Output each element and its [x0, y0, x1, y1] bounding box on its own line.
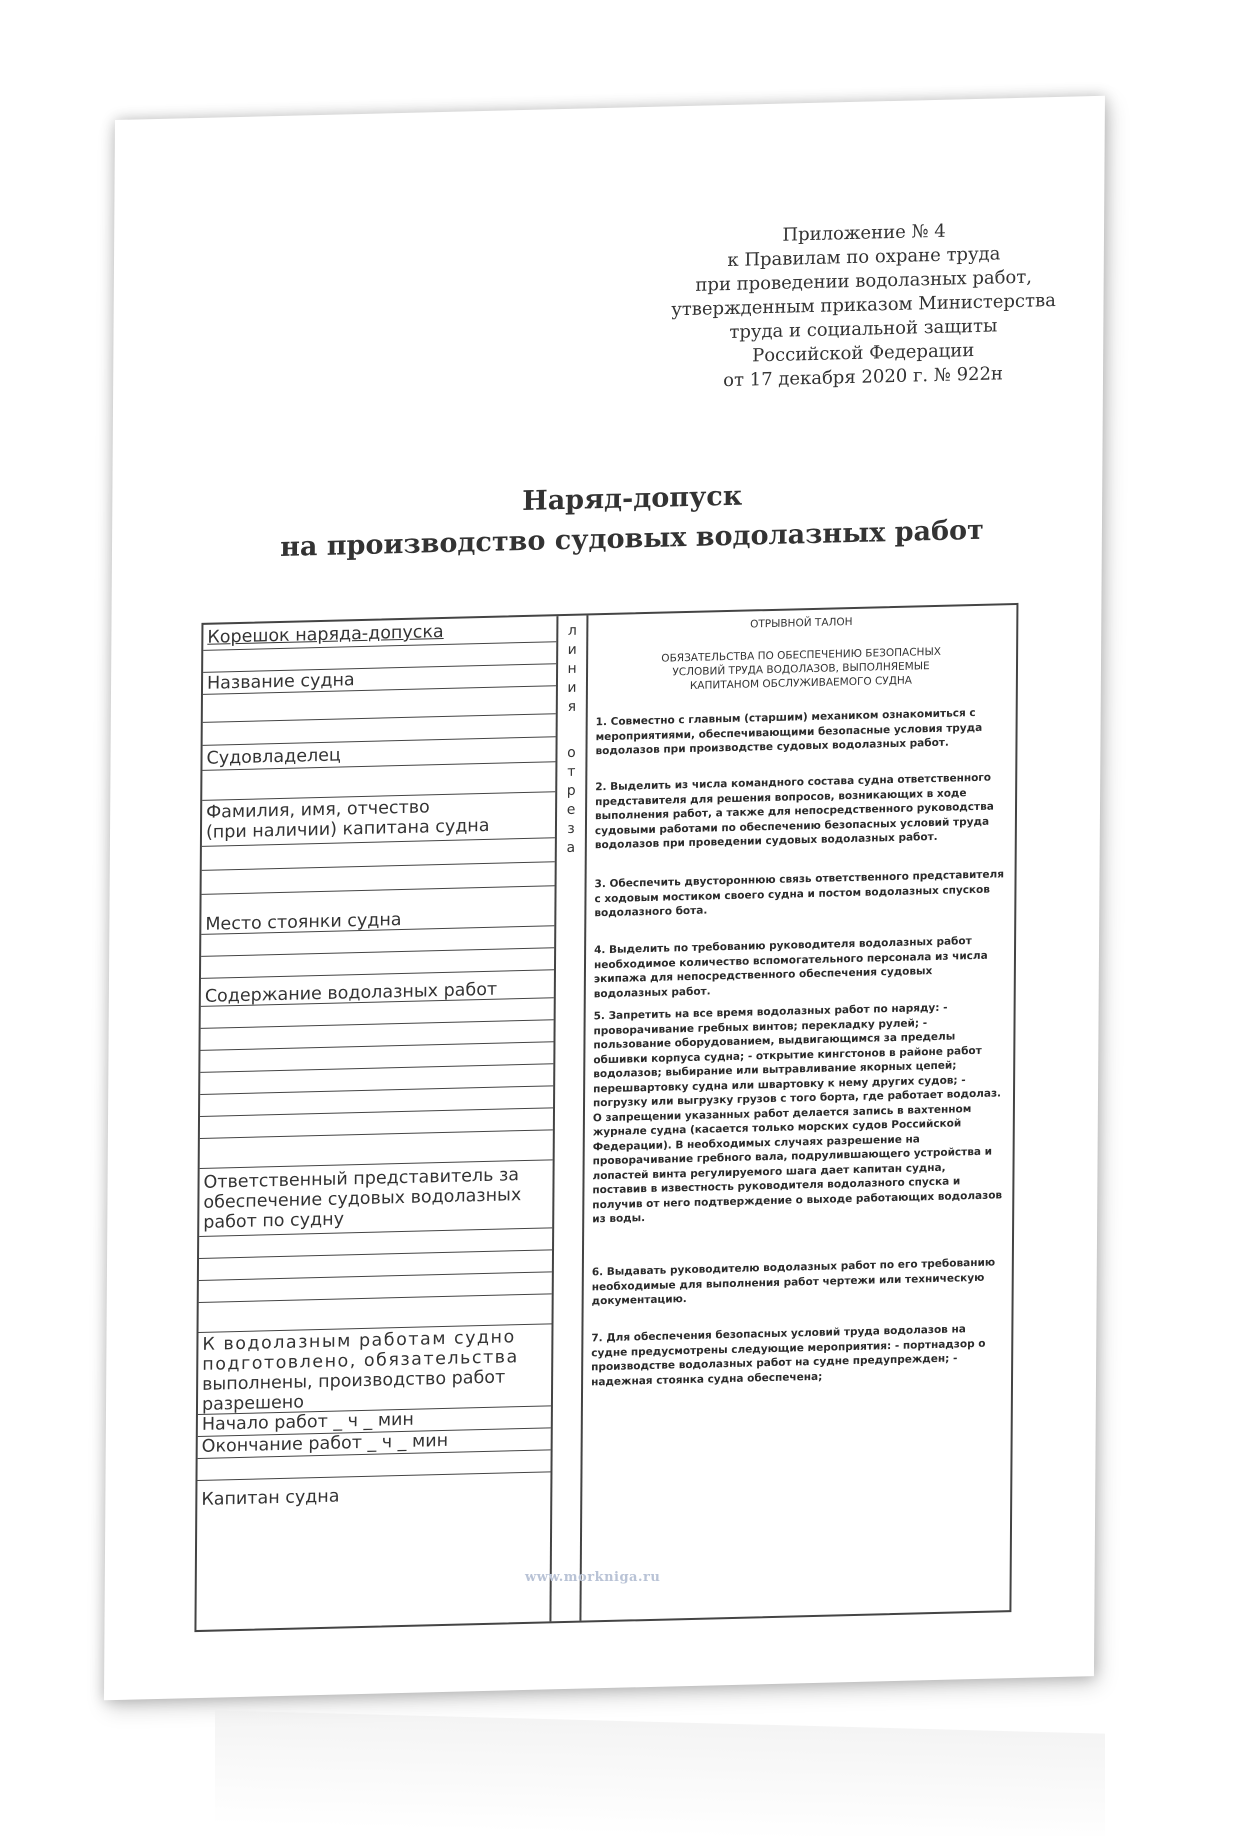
cut-line-word — [558, 621, 587, 717]
stub-row — [198, 1323, 552, 1415]
cut-letter: я — [567, 698, 577, 715]
ship-name-label: Название судна — [206, 670, 355, 694]
appendix-line: от 17 декабря 2020 г. № 922н — [723, 363, 1004, 392]
title-line-1: Наряд-допуск — [522, 480, 743, 518]
owner-label: Судовладелец — [206, 745, 341, 769]
cut-letter: т — [567, 763, 576, 780]
appendix-line: Приложение № 4 — [782, 220, 946, 246]
responsible-label: Ответственный представитель за — [203, 1165, 520, 1193]
captain-name-label: (при наличии) капитана судна — [205, 815, 490, 843]
appendix-note — [653, 217, 1074, 395]
cut-letter: н — [567, 660, 577, 677]
document-sheet — [104, 96, 1105, 1701]
ready-label: выполнены, производство работ — [202, 1367, 506, 1395]
ready-label: разрешено — [201, 1392, 305, 1415]
appendix-line: утвержденным приказом Министерства — [671, 290, 1056, 321]
coupon-paragraph: 4. Выделить по требованию руководителя водолазных работ необходимое количество вспомогательного персонала из числа экипажа для непосредственного обеспечения судовых водолазных работ. — [593, 935, 988, 1000]
coupon-paragraph: 5. Запретить на все время водолазных работ по наряду: - проворачивание гребных винтов; перекладку рулей; - пользование оборудованием, выдвигающимся за пределы обшивки корпуса судна; - открытие кингстонов в районе работ водолазов; выбирание или вытравливание якорных цепей; перешвартовку судна или швартовку к нему других судов; - погрузку или выгрузку грузов с того борта, где работает водолаз. О запрещении указанных работ делается запись в вахтенном журнале судна (касается только морских судов Российской Федерации). В необходимых случаях разрешение на проворачивание гребного вала, подрулившающего устройства и лопастей винта регулируемого шага дает капитан судна, поставив в известность руководителя водолазного спуска и получив от него подтверждение о выходе работающих водолазов из воды. — [592, 1001, 1003, 1226]
coupon-subheader: УСЛОВИЙ ТРУДА ВОДОЛАЗОВ, ВЫПОЛНЯЕМЫЕ — [672, 660, 930, 679]
captain-name-label: Фамилия, имя, отчество — [206, 797, 430, 823]
stub-header: Корешок наряда-допуска — [207, 621, 444, 648]
cut-letter: и — [567, 641, 577, 658]
stub-row — [199, 1159, 552, 1237]
cut-line-word — [557, 744, 586, 859]
ready-label: К водолазным работам судно — [202, 1327, 516, 1355]
ready-label: подготовлено, обязательства — [202, 1347, 519, 1375]
start-time-label: Начало работ _ ч _ мин — [201, 1409, 414, 1435]
appendix-line: при проведении водолазных работ, — [695, 266, 1033, 296]
coupon-subheader: ОБЯЗАТЕЛЬСТВА ПО ОБЕСПЕЧЕНИЮ БЕЗОПАСНЫХ — [661, 645, 941, 665]
coupon-paragraph: 3. Обеспечить двустороннюю связь ответственного представителя с ходовым мостиком своего судна и постом водолазных спусков водолазного бота. — [594, 868, 1005, 920]
content-label: Содержание водолазных работ — [204, 979, 498, 1007]
cut-letter: л — [567, 622, 577, 639]
title-line-2: на производство судовых водолазных работ — [280, 514, 984, 563]
coupon-paragraph: 1. Совместно с главным (старшим) механиком ознакомиться с мероприятиями, обеспечивающими безопасные условия труда водолазов при производстве судовых водолазных работ. — [595, 706, 983, 758]
document-title — [252, 470, 1013, 569]
cut-letter: е — [566, 801, 576, 818]
captain-label: Капитан судна — [201, 1486, 340, 1510]
watermark: www.morkniga.ru — [525, 1570, 661, 1585]
coupon-subheader: КАПИТАНОМ ОБСЛУЖИВАЕМОГО СУДНА — [689, 674, 913, 692]
appendix-line: Российской Федерации — [752, 339, 975, 367]
cut-letter: о — [567, 744, 576, 761]
cut-letter: р — [566, 782, 576, 799]
cut-letter: а — [566, 839, 576, 856]
cut-letter: и — [567, 679, 577, 696]
coupon-paragraph: 6. Выдавать руководителю водолазных работ по его требованию необходимые для выполнения работ чертежи или техническую документацию. — [591, 1256, 996, 1308]
permit-form — [194, 603, 1018, 1632]
coupon-paragraph: 2. Выделить из числа командного состава судна ответственного представителя для решения вопросов, возникающих в ходе выполнения работ, а также для непосредственного руководства судовыми работами по обеспечению безопасных условий труда водолазов при проведении судовых водолазных работ. — [594, 771, 994, 852]
sheet-reflection — [215, 1710, 1105, 1836]
cut-letter: з — [567, 820, 575, 837]
coupon-header: ОТРЫВНОЙ ТАЛОН — [750, 615, 853, 631]
end-time-label: Окончание работ _ ч _ мин — [201, 1430, 449, 1457]
coupon-paragraph: 7. Для обеспечения безопасных условий труда водолазов на судне предусмотрены следующие мероприятия: - портнадзор о производстве водолазных работ на судне предупрежден; - надежная стоянка судна обеспечена; — [591, 1323, 986, 1388]
appendix-line: к Правилам по охране труда — [727, 243, 1001, 272]
stub-column — [196, 616, 558, 1630]
appendix-line: труда и социальной защиты — [729, 315, 998, 343]
mooring-label: Место стоянки судна — [205, 910, 402, 935]
coupon-column — [581, 605, 1014, 1621]
responsible-label: работ по судну — [203, 1209, 345, 1233]
responsible-label: обеспечение судовых водолазных — [203, 1185, 522, 1213]
